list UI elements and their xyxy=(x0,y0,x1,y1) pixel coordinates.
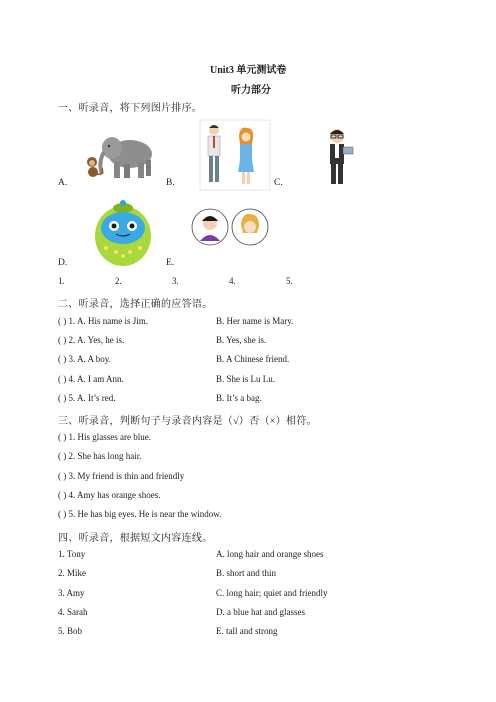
monkey-elephant-image xyxy=(82,132,160,182)
s4-right-5: E. tall and strong xyxy=(216,626,278,636)
boy-tablet-image xyxy=(325,127,355,187)
s2-question-2: ( ) 2. A. Yes, he is. xyxy=(58,335,125,345)
page-title: Unit3 单元测试卷 xyxy=(210,65,287,76)
answer-number-5: 5. xyxy=(286,276,293,286)
answer-number-4: 4. xyxy=(229,276,236,286)
s4-left-2: 2. Mike xyxy=(58,568,86,578)
section2-heading: 二、听录音，选择正确的应答语。 xyxy=(58,299,213,310)
s4-left-1: 1. Tony xyxy=(58,549,86,559)
answer-number-1: 1. xyxy=(58,276,65,286)
s4-right-1: A. long hair and orange shoes xyxy=(216,549,324,559)
option-label-e: E. xyxy=(166,258,175,268)
s3-item-1: ( ) 1. His glasses are blue. xyxy=(58,432,151,442)
s4-right-3: C. long hair; quiet and friendly xyxy=(216,588,328,598)
s2-question-3: ( ) 3. A. A boy. xyxy=(58,354,111,364)
option-label-a: A. xyxy=(58,178,68,188)
two-faces-image xyxy=(192,207,270,247)
robot-backpack-image xyxy=(90,196,156,268)
s2-option-b-1: B. Her name is Mary. xyxy=(216,316,294,326)
section1-heading: 一、听录音，将下列图片排序。 xyxy=(58,103,203,114)
s2-option-b-2: B. Yes, she is. xyxy=(216,335,267,345)
s3-item-3: ( ) 3. My friend is thin and friendly xyxy=(58,471,185,481)
option-label-d: D. xyxy=(58,258,68,268)
section3-heading: 三、听录音，判断句子与录音内容是（√）否（×）相符。 xyxy=(58,416,317,427)
s4-right-4: D. a blue hat and glasses xyxy=(216,607,305,617)
section4-heading: 四、听录音，根据短文内容连线。 xyxy=(58,533,213,544)
s2-option-b-5: B. It’s a bag. xyxy=(216,393,262,403)
option-label-c: C. xyxy=(274,178,283,188)
s4-right-2: B. short and thin xyxy=(216,568,276,578)
teacher-girl-image xyxy=(200,120,270,190)
s2-question-1: ( ) 1. A. His name is Jim. xyxy=(58,316,148,326)
page-subtitle: 听力部分 xyxy=(231,85,271,96)
s4-left-4: 4. Sarah xyxy=(58,607,88,617)
s3-item-5: ( ) 5. He has big eyes. He is near the window. xyxy=(58,509,222,519)
s4-left-3: 3. Amy xyxy=(58,588,85,598)
s2-option-b-3: B. A Chinese friend. xyxy=(216,354,290,364)
s2-question-5: ( ) 5. A. It’s red. xyxy=(58,393,116,403)
s3-item-2: ( ) 2. She has long hair. xyxy=(58,451,142,461)
option-label-b: B. xyxy=(166,178,175,188)
s3-item-4: ( ) 4. Amy has orange shoes. xyxy=(58,490,161,500)
s2-question-4: ( ) 4. A. I am Ann. xyxy=(58,374,124,384)
s4-left-5: 5. Bob xyxy=(58,626,83,636)
answer-number-2: 2. xyxy=(115,276,122,286)
answer-number-3: 3. xyxy=(172,276,179,286)
s2-option-b-4: B. She is Lu Lu. xyxy=(216,374,276,384)
